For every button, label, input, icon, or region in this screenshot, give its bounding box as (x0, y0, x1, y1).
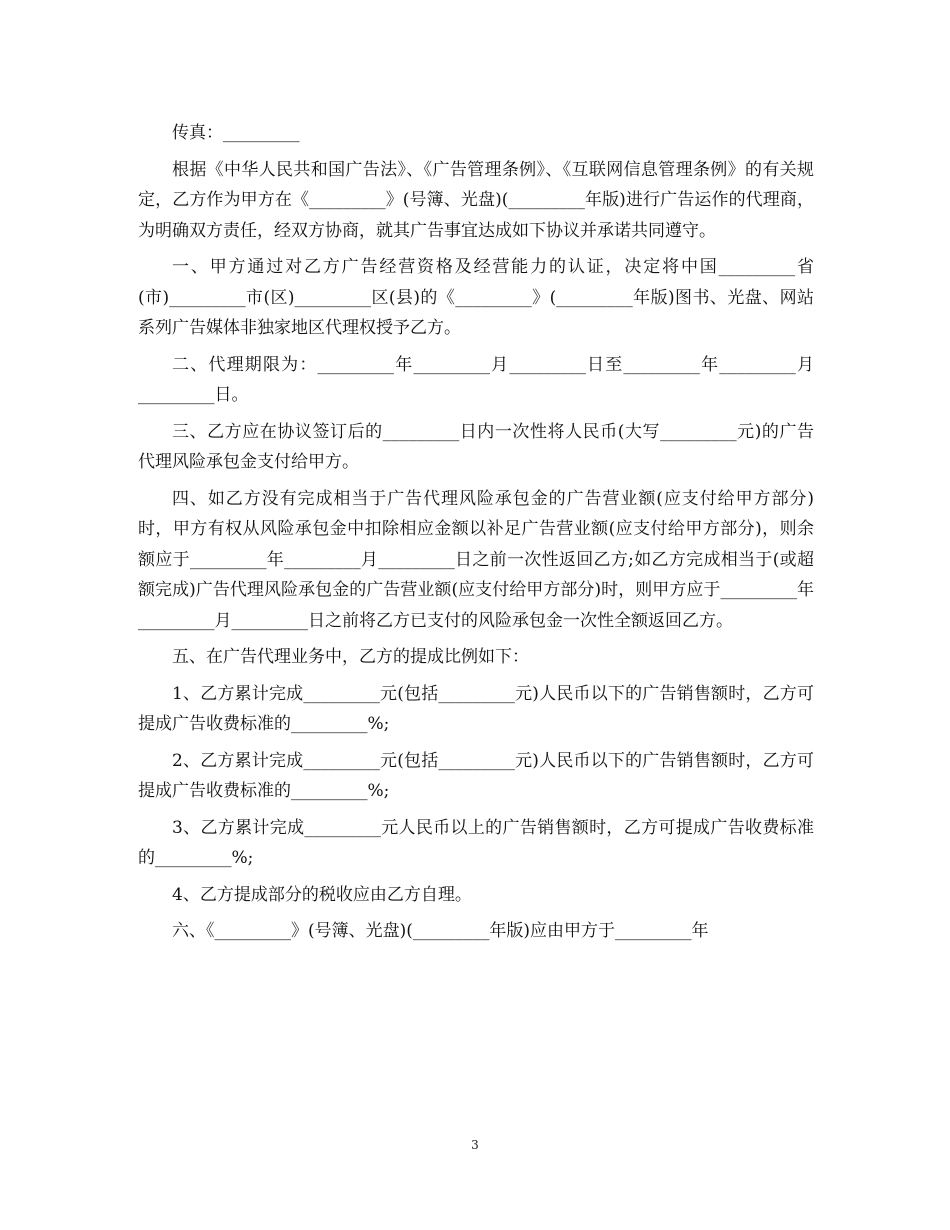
clause-5-paragraph: 五、在广告代理业务中，乙方的提成比例如下： (172, 647, 529, 667)
clause-1-paragraph: 一、甲方通过对乙方广告经营资格及经营能力的认证，决定将中国_________省(市)_________市(区)_________区(县)的《_________》(_________年版)图书、光盘、网站系列广告媒体非独家地区代理权授予乙方。 (138, 257, 814, 338)
clause-3-paragraph: 三、乙方应在协议签订后的_________日内一次性将人民币(大写_________元)的广告代理风险承包金支付给甲方。 (138, 421, 814, 472)
preamble-paragraph: 根据《中华人民共和国广告法》、《广告管理条例》、《互联网信息管理条例》的有关规定，乙方作为甲方在《_________》(号簿、光盘)(_________年版)进行广告运作的代理商，为明确双方责任，经双方协商，就其广告事宜达成如下协议并承诺共同遵守。 (138, 159, 814, 241)
clause-2-paragraph: 二、代理期限为：_________年_________月_________日至_________年_________月_________日。 (138, 354, 814, 405)
clause-5-item-1: 1、乙方累计完成_________元(包括_________元)人民币以下的广告销售额时，乙方可提成广告收费标准的_________%; (138, 683, 814, 734)
page-number: 3 (471, 1138, 479, 1152)
clause-5-item-3: 3、乙方累计完成_________元人民币以上的广告销售额时，乙方可提成广告收费标准的_________%; (138, 817, 814, 868)
clause-4-paragraph: 四、如乙方没有完成相当于广告代理风险承包金的广告营业额(应支付给甲方部分)时，甲方有权从风险承包金中扣除相应金额以补足广告营业额(应支付给甲方部分)，则余额应于_________年_________月_________日之前一次性返回乙方;如乙方完成相当于(或超额完成)广告代理风险承包金的广告营业额(应支付给甲方部分)时，则甲方应于_________年_________月_________日之前将乙方已支付的风险承包金一次性全额返回乙方。 (138, 488, 814, 631)
document-body (138, 118, 814, 953)
clause-6-paragraph: 六、《_________》(号簿、光盘)(_________年版)应由甲方于_________年 (172, 921, 709, 941)
fax-line: 传真：_________ (172, 123, 300, 143)
clause-5-item-2: 2、乙方累计完成_________元(包括_________元)人民币以下的广告销售额时，乙方可提成广告收费标准的_________%; (138, 750, 814, 801)
clause-5-item-4: 4、乙方提成部分的税收应由乙方自理。 (172, 884, 472, 905)
